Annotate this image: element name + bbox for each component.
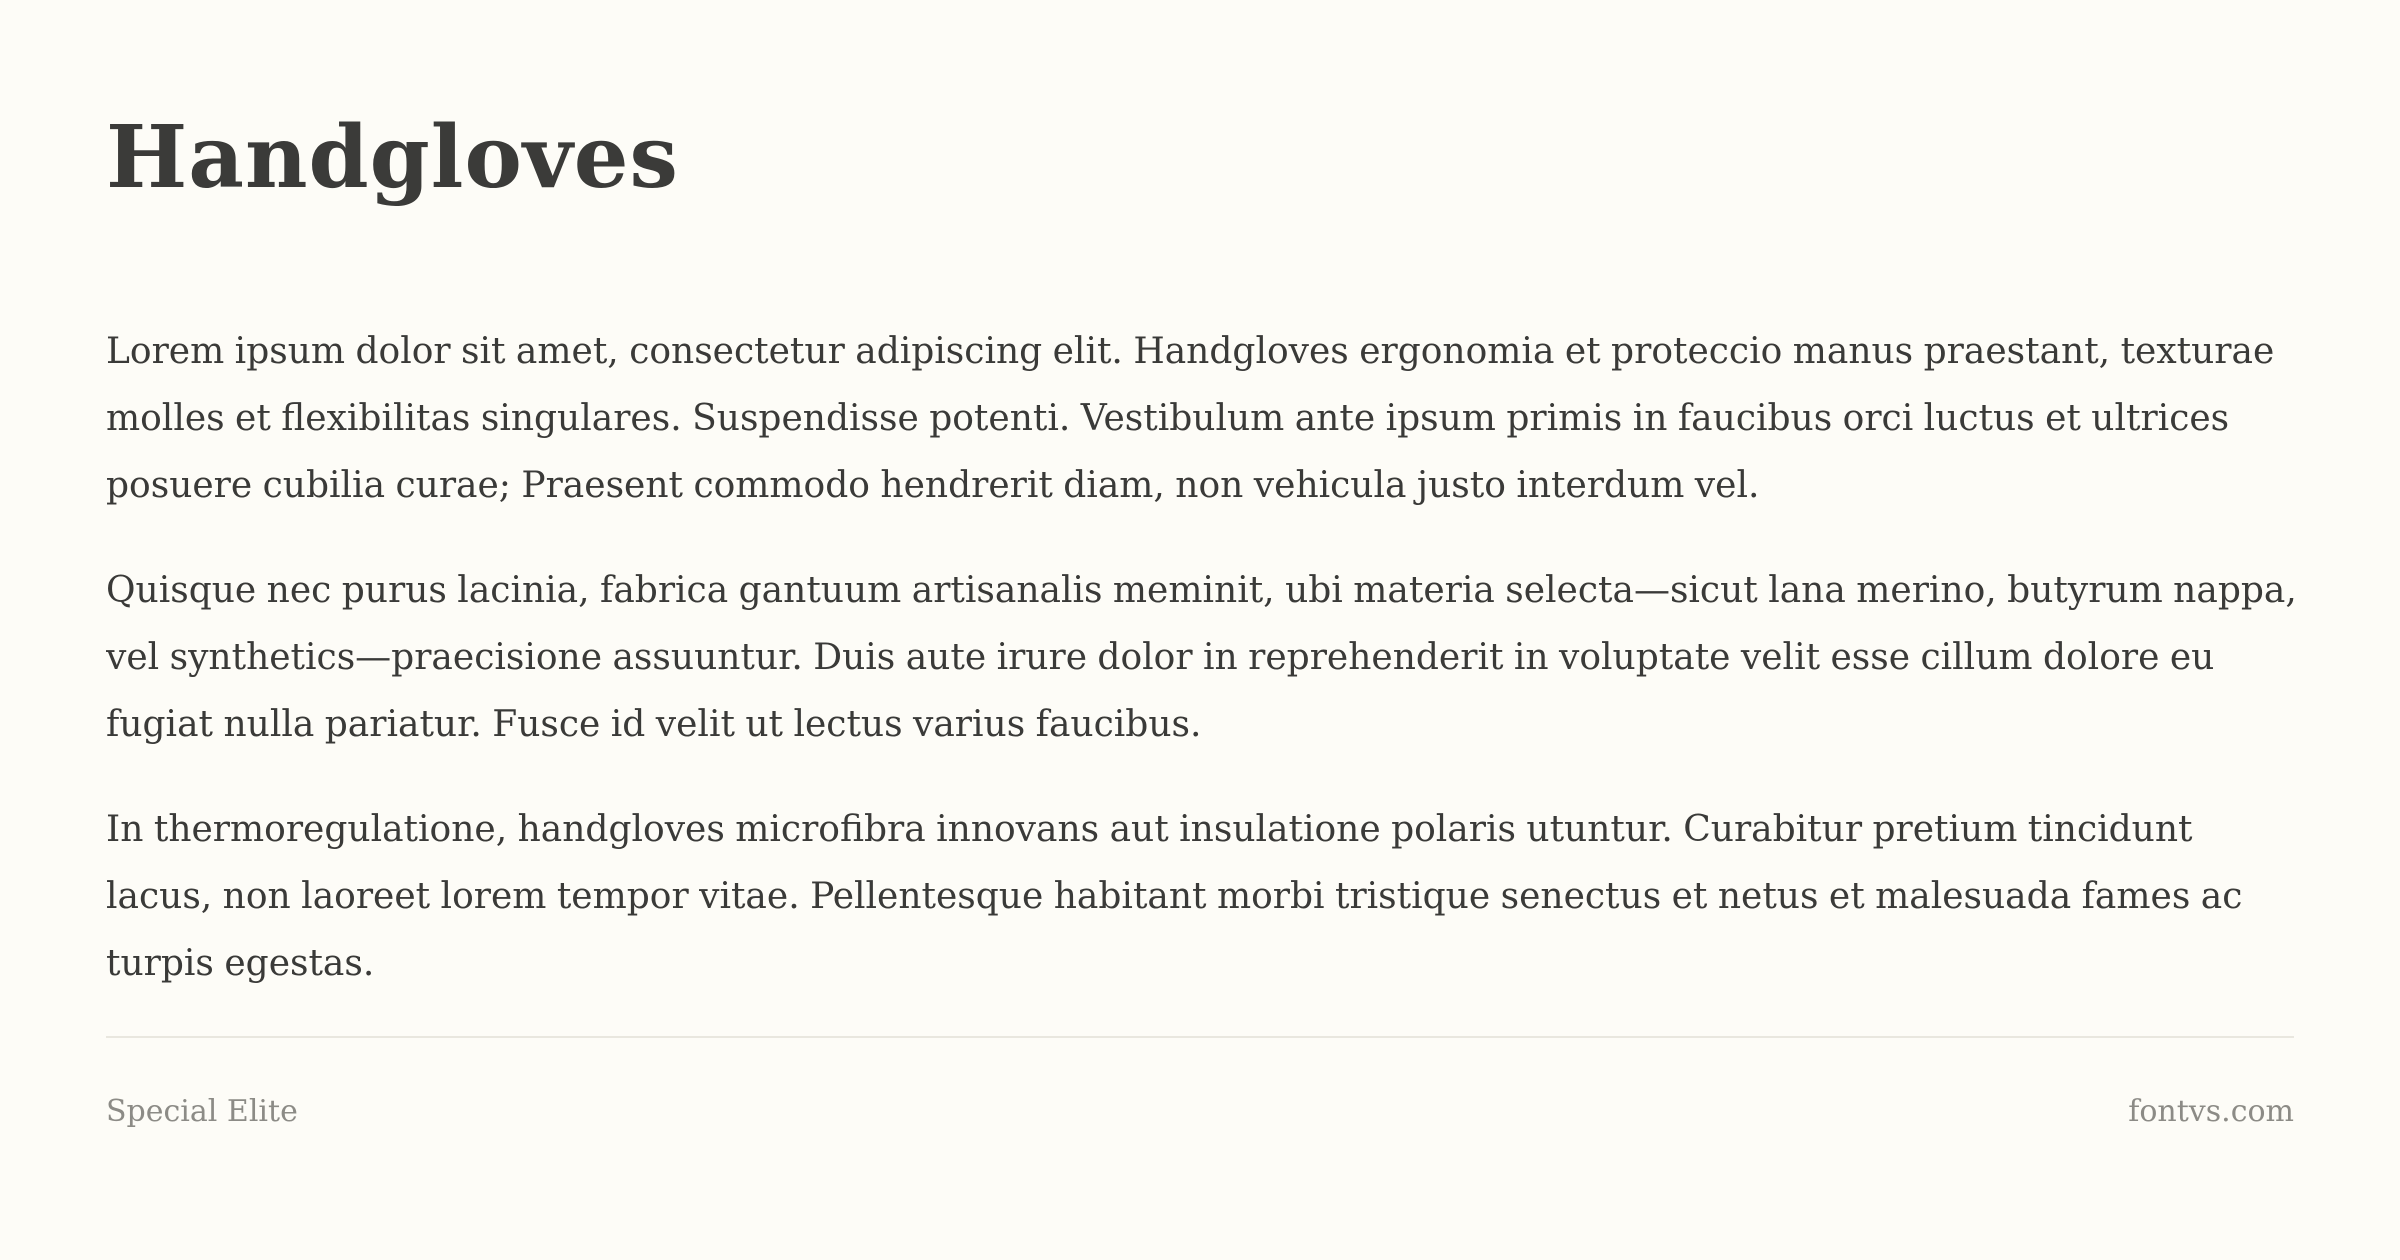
footer-divider bbox=[106, 1036, 2294, 1038]
font-name-label: Special Elite bbox=[106, 1094, 298, 1129]
paragraph-1: Lorem ipsum dolor sit amet, consectetur adipiscing elit. Handgloves ergonomia et proteccio manus praestant, texturae molles et flexibilitas singulares. Suspendisse potenti. Vestibulum ante ipsum primis in faucibus orci luctus et ultrices posuere cubilia curae; Praesent commodo hendrerit diam, non vehicula justo interdum vel. bbox=[106, 331, 2275, 506]
page-title: Handgloves bbox=[106, 107, 679, 208]
paragraph-2: Quisque nec purus lacinia, fabrica gantuum artisanalis meminit, ubi materia selecta—sicut lana merino, butyrum nappa, vel synthetics—praecisione assuuntur. Duis aute irure dolor in reprehenderit in voluptate velit esse cillum dolore eu fugiat nulla pariatur. Fusce id velit ut lectus varius faucibus. bbox=[106, 570, 2297, 745]
paragraph-3: In thermoregulatione, handgloves microfibra innovans aut insulatione polaris utuntur. Curabitur pretium tincidunt lacus, non laoreet lorem tempor vitae. Pellentesque habitant morbi tristique senectus et netus et malesuada fames ac turpis egestas. bbox=[106, 809, 2243, 984]
site-label: fontvs.com bbox=[2128, 1094, 2294, 1129]
specimen-body bbox=[106, 318, 2306, 1036]
